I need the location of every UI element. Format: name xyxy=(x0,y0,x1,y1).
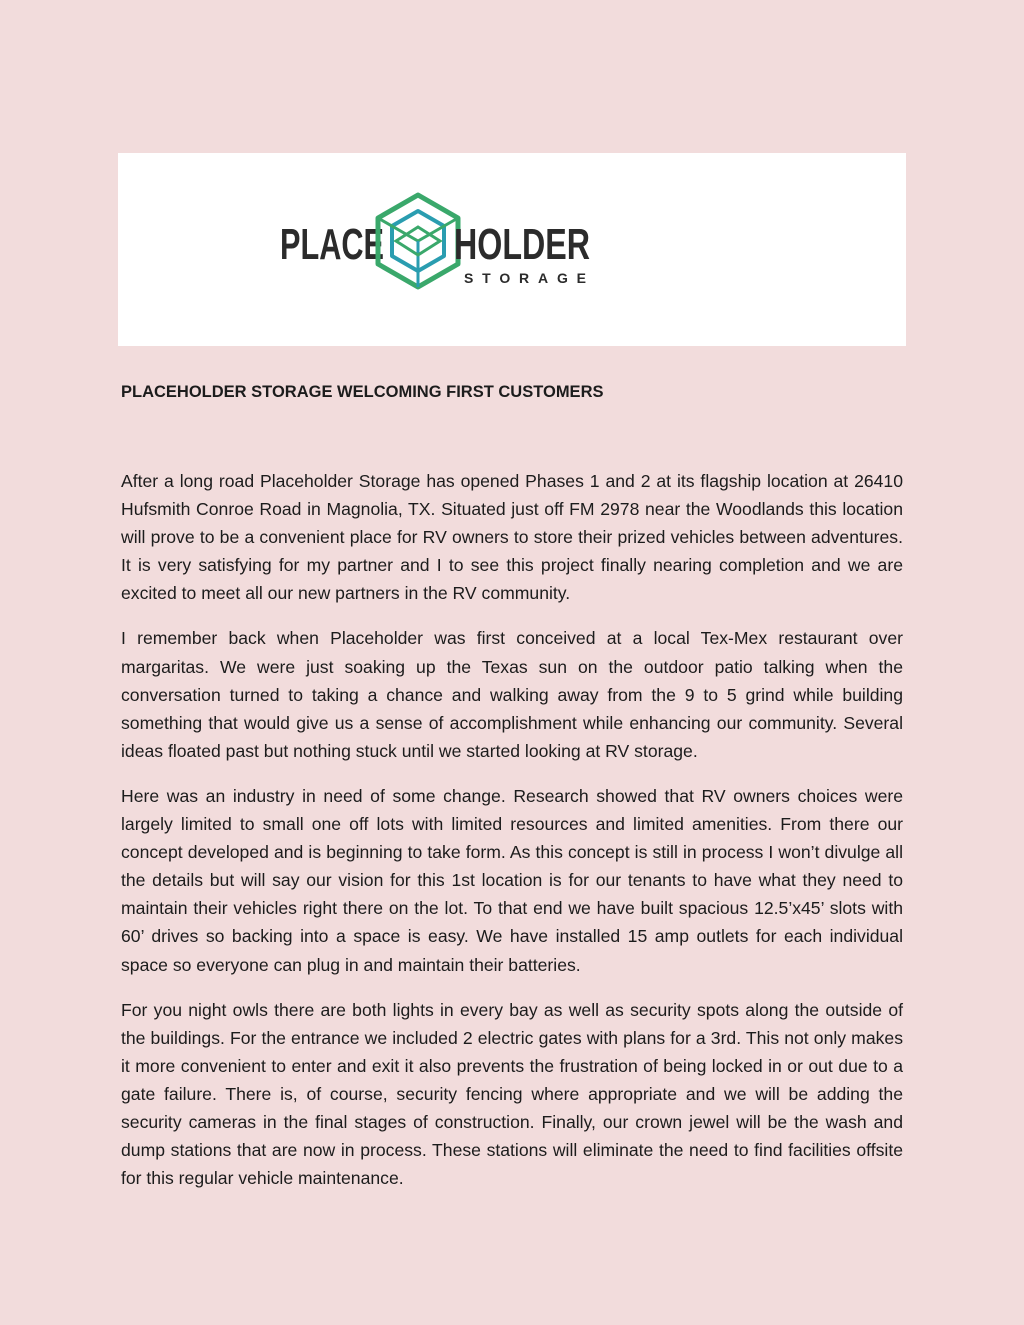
article-paragraph: For you night owls there are both lights in every bay as well as security spots along the outside of the buildings. For the entrance we included 2 electric gates with plans for a 3rd. This not only makes it more convenient to enter and exit it also prevents the frustration of being locked in or out due to a gate failure. There is, of course, security fencing where appropriate and we will be adding the security cameras in the final stages of construction. Finally, our crown jewel will be the wash and dump stations that are now in process. These stations will eliminate the need to find facilities offsite for this regular vehicle maintenance. xyxy=(121,999,903,1189)
placeholder-storage-logo xyxy=(278,193,598,293)
article-body xyxy=(121,467,903,1209)
article-paragraph: I remember back when Placeholder was first conceived at a local Tex-Mex restaurant over margaritas. We were just soaking up the Texas sun on the outdoor patio talking when the conversation turned to taking a chance and walking away from the 9 to 5 grind while building something that would give us a sense of accomplishment while enhancing our community. Several ideas floated past but nothing stuck until we started looking at RV storage. xyxy=(121,628,903,761)
logo-word-place: PLACE xyxy=(280,220,384,269)
cube-icon xyxy=(378,195,458,287)
article-paragraph: Here was an industry in need of some change. Research showed that RV owners choices were largely limited to small one off lots with limited resources and limited amenities. From there our concept developed and is beginning to take form. As this concept is still in process I won’t divulge all the details but will say our vision for this 1st location is for our tenants to have what they need to maintain their vehicles right there on the lot. To that end we have built spacious 12.5’x45’ slots with 60’ drives so backing into a space is easy. We have installed 15 amp outlets for each individual space so everyone can plug in and maintain their batteries. xyxy=(121,785,903,975)
logo-banner xyxy=(118,153,906,346)
article-paragraph: After a long road Placeholder Storage has opened Phases 1 and 2 at its flagship location at 26410 Hufsmith Conroe Road in Magnolia, TX. Situated just off FM 2978 near the Woodlands this location will prove to be a convenient place for RV owners to store their prized vehicles between adventures. It is very satisfying for my partner and I to see this project finally nearing completion and we are excited to meet all our new partners in the RV community. xyxy=(121,471,903,604)
logo-word-storage: STORAGE xyxy=(464,270,586,286)
article-headline: PLACEHOLDER STORAGE WELCOMING FIRST CUSTOMERS xyxy=(121,383,604,401)
logo-word-holder: HOLDER xyxy=(454,220,590,269)
